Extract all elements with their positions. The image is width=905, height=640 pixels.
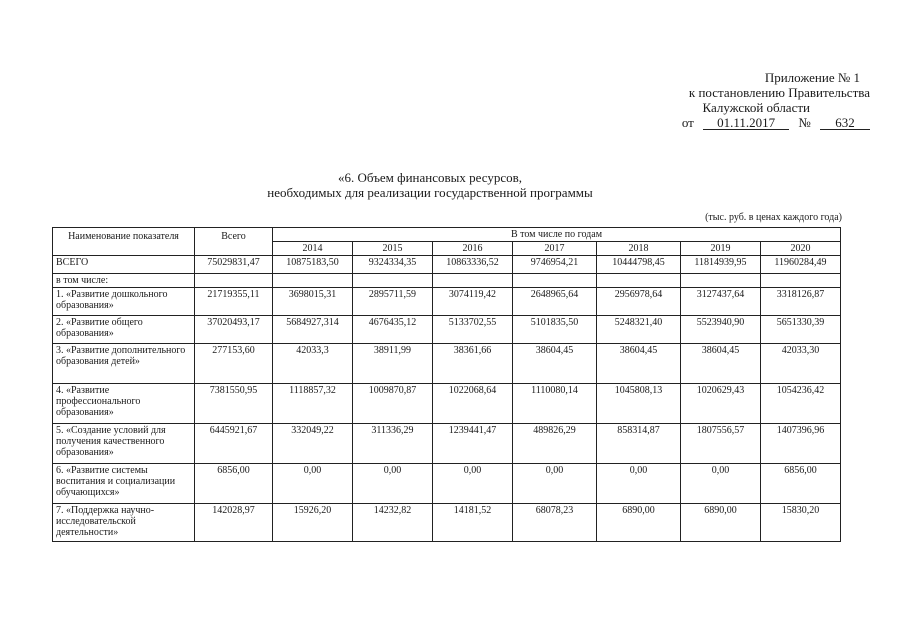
cell-2016: 14181,52	[433, 504, 513, 542]
program-row	[53, 384, 841, 424]
empty-cell	[761, 274, 841, 288]
cell-2014: 42033,3	[273, 344, 353, 384]
empty-cell	[353, 274, 433, 288]
cell-2016: 38361,66	[433, 344, 513, 384]
program-row	[53, 316, 841, 344]
cell-2017: 68078,23	[513, 504, 597, 542]
financial-resources-table	[52, 227, 841, 542]
program-row	[53, 464, 841, 504]
cell-2015: 14232,82	[353, 504, 433, 542]
program-row	[53, 344, 841, 384]
row-name: 7. «Поддержка научно-исследовательской деятельности»	[53, 504, 195, 542]
cell-2020: 3318126,87	[761, 288, 841, 316]
cell-2016: 1239441,47	[433, 424, 513, 464]
cell-2020: 42033,30	[761, 344, 841, 384]
header-year-2016: 2016	[433, 242, 513, 256]
header-row-1	[53, 228, 841, 242]
cell-2018: 0,00	[597, 464, 681, 504]
header-year-2019: 2019	[681, 242, 761, 256]
cell-2017: 5101835,50	[513, 316, 597, 344]
number-label: №	[798, 115, 811, 130]
cell-2014: 10875183,50	[273, 256, 353, 274]
cell-2014: 5684927,314	[273, 316, 353, 344]
empty-cell	[681, 274, 761, 288]
cell-2018: 858314,87	[597, 424, 681, 464]
cell-2019: 11814939,95	[681, 256, 761, 274]
cell-2015: 4676435,12	[353, 316, 433, 344]
row-total: 6856,00	[195, 464, 273, 504]
cell-2020: 1407396,96	[761, 424, 841, 464]
cell-2015: 9324334,35	[353, 256, 433, 274]
including-row	[53, 274, 841, 288]
header-year-2015: 2015	[353, 242, 433, 256]
cell-2019: 0,00	[681, 464, 761, 504]
row-total: 21719355,11	[195, 288, 273, 316]
row-total: 277153,60	[195, 344, 273, 384]
header-by-years: В том числе по годам	[273, 228, 841, 242]
header-year-2018: 2018	[597, 242, 681, 256]
cell-2014: 3698015,31	[273, 288, 353, 316]
row-total: 75029831,47	[195, 256, 273, 274]
cell-2017: 489826,29	[513, 424, 597, 464]
cell-2018: 5248321,40	[597, 316, 681, 344]
appendix-resolution: к постановлению Правительства	[688, 85, 870, 100]
cell-2016: 10863336,52	[433, 256, 513, 274]
row-total: 142028,97	[195, 504, 273, 542]
cell-2019: 5523940,90	[681, 316, 761, 344]
cell-2018: 6890,00	[597, 504, 681, 542]
cell-2020: 5651330,39	[761, 316, 841, 344]
resolution-number: 632	[820, 116, 870, 130]
empty-cell	[195, 274, 273, 288]
appendix-title: Приложение № 1	[764, 70, 860, 85]
header-total: Всего	[195, 228, 273, 256]
cell-2018: 1045808,13	[597, 384, 681, 424]
header-year-2017: 2017	[513, 242, 597, 256]
cell-2020: 1054236,42	[761, 384, 841, 424]
appendix-header	[600, 70, 870, 130]
cell-2016: 1022068,64	[433, 384, 513, 424]
cell-2018: 2956978,64	[597, 288, 681, 316]
cell-2020: 6856,00	[761, 464, 841, 504]
empty-cell	[597, 274, 681, 288]
header-year-2014: 2014	[273, 242, 353, 256]
program-row	[53, 504, 841, 542]
cell-2019: 1807556,57	[681, 424, 761, 464]
cell-2015: 38911,99	[353, 344, 433, 384]
cell-2017: 38604,45	[513, 344, 597, 384]
row-name: 3. «Развитие дополнительного образования детей»	[53, 344, 195, 384]
cell-2019: 1020629,43	[681, 384, 761, 424]
cell-2019: 38604,45	[681, 344, 761, 384]
appendix-date-line	[600, 115, 870, 130]
cell-2017: 1110080,14	[513, 384, 597, 424]
empty-cell	[433, 274, 513, 288]
cell-2017: 9746954,21	[513, 256, 597, 274]
cell-2015: 2895711,59	[353, 288, 433, 316]
program-row	[53, 288, 841, 316]
cell-2017: 0,00	[513, 464, 597, 504]
row-name: 1. «Развитие дошкольного образования»	[53, 288, 195, 316]
header-year-2020: 2020	[761, 242, 841, 256]
row-total: 6445921,67	[195, 424, 273, 464]
row-name: 4. «Развитие профессионального образования»	[53, 384, 195, 424]
appendix-region: Калужской области	[702, 100, 810, 115]
empty-cell	[513, 274, 597, 288]
cell-2018: 10444798,45	[597, 256, 681, 274]
cell-2014: 1118857,32	[273, 384, 353, 424]
title-line-1: «6. Объем финансовых ресурсов,	[338, 170, 522, 185]
from-label: от	[681, 115, 694, 130]
row-total: 7381550,95	[195, 384, 273, 424]
row-name: 6. «Развитие системы воспитания и социализации обучающихся»	[53, 464, 195, 504]
row-total: 37020493,17	[195, 316, 273, 344]
cell-2014: 0,00	[273, 464, 353, 504]
total-row	[53, 256, 841, 274]
cell-2014: 332049,22	[273, 424, 353, 464]
cell-2016: 3074119,42	[433, 288, 513, 316]
including-label: в том числе:	[53, 274, 195, 288]
cell-2015: 0,00	[353, 464, 433, 504]
empty-cell	[273, 274, 353, 288]
cell-2020: 15830,20	[761, 504, 841, 542]
document-title	[160, 170, 700, 200]
cell-2019: 3127437,64	[681, 288, 761, 316]
row-name: ВСЕГО	[53, 256, 195, 274]
cell-2015: 311336,29	[353, 424, 433, 464]
title-line-2: необходимых для реализации государственной программы	[267, 185, 593, 200]
cell-2020: 11960284,49	[761, 256, 841, 274]
program-row	[53, 424, 841, 464]
cell-2016: 5133702,55	[433, 316, 513, 344]
header-name: Наименование показателя	[53, 228, 195, 256]
row-name: 5. «Создание условий для получения качественного образования»	[53, 424, 195, 464]
cell-2015: 1009870,87	[353, 384, 433, 424]
cell-2017: 2648965,64	[513, 288, 597, 316]
cell-2014: 15926,20	[273, 504, 353, 542]
units-note: (тыс. руб. в ценах каждого года)	[705, 212, 842, 223]
resolution-date: 01.11.2017	[703, 116, 789, 130]
cell-2019: 6890,00	[681, 504, 761, 542]
cell-2016: 0,00	[433, 464, 513, 504]
cell-2018: 38604,45	[597, 344, 681, 384]
row-name: 2. «Развитие общего образования»	[53, 316, 195, 344]
